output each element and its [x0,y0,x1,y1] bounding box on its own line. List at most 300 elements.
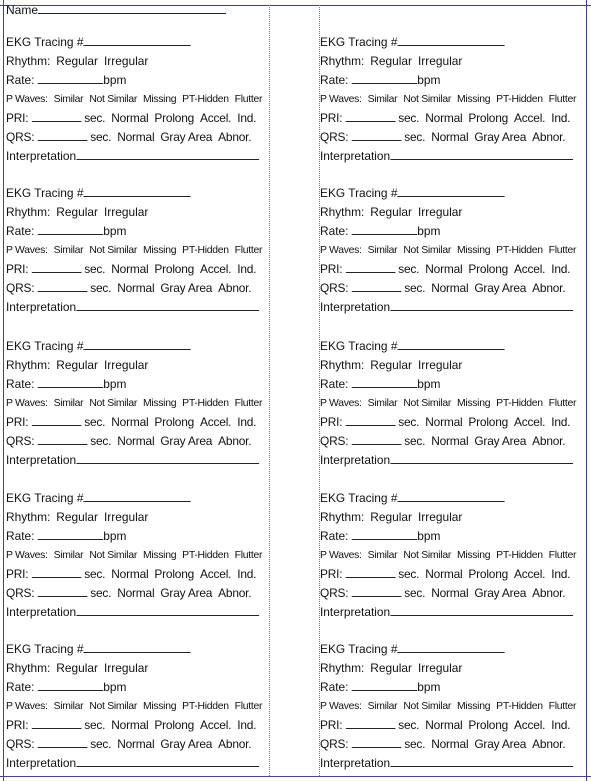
qrs-field[interactable] [351,735,401,748]
pri-field[interactable] [345,565,395,578]
rhythm-row [6,659,269,678]
rhythm-irregular-option[interactable]: Irregular [103,510,149,524]
interpretation-field[interactable] [76,754,259,767]
pwaves-option[interactable]: Not Similar [89,397,138,409]
pri-option[interactable]: Prolong [154,262,195,276]
tracing-number-field[interactable] [83,489,190,502]
rhythm-row [320,508,583,527]
tracing-label: EKG Tracing # [6,35,84,49]
pwaves-option[interactable]: Similar [53,397,84,409]
tracing-card [6,337,271,470]
pri-option[interactable]: Accel. [514,718,546,732]
pwaves-label: P Waves: [320,93,362,105]
name-underline[interactable] [38,4,226,14]
pri-field[interactable] [345,413,395,426]
pwaves-label: P Waves: [320,700,362,712]
qrs-label: QRS: [320,434,349,448]
pri-option[interactable]: Ind. [237,415,257,429]
pri-option[interactable]: Prolong [154,111,195,125]
rate-field[interactable] [352,222,418,235]
rhythm-regular-option[interactable]: Regular [56,358,99,372]
rate-row [6,678,269,697]
rhythm-irregular-option[interactable]: Irregular [103,661,149,675]
interpretation-field[interactable] [390,147,573,160]
pwaves-label: P Waves: [320,397,362,409]
qrs-row [320,279,583,298]
pri-option[interactable]: Normal [111,415,149,429]
tracing-label: EKG Tracing # [6,186,84,200]
rate-field[interactable] [352,375,418,388]
qrs-label: QRS: [320,737,349,751]
pwaves-option[interactable]: Missing [456,244,491,256]
pwaves-option[interactable]: Flutter [234,93,263,105]
qrs-option[interactable]: Gray Area [474,586,527,600]
tracing-label: EKG Tracing # [6,339,84,353]
pri-option[interactable]: Prolong [468,415,509,429]
pri-option[interactable]: Ind. [551,718,571,732]
pwaves-option[interactable]: Flutter [234,244,263,256]
rate-field[interactable] [352,678,418,691]
tracing-row [6,337,269,356]
interpretation-field[interactable] [76,603,259,616]
rhythm-irregular-option[interactable]: Irregular [103,54,149,68]
qrs-field[interactable] [37,279,87,292]
pri-option[interactable]: Prolong [468,111,509,125]
pwaves-option[interactable]: Not Similar [403,244,452,256]
pri-label: PRI: [6,567,29,581]
qrs-option[interactable]: Gray Area [474,281,527,295]
interpretation-field[interactable] [390,298,573,311]
pwaves-option[interactable]: Similar [367,397,398,409]
tracing-row [6,33,269,52]
pwaves-option[interactable]: Similar [367,549,398,561]
tracing-number-field[interactable] [397,489,504,502]
tracing-number-field[interactable] [83,33,190,46]
pwaves-option[interactable]: Missing [456,700,491,712]
pri-option[interactable]: Accel. [200,567,232,581]
tracing-number-field[interactable] [397,184,504,197]
rate-label: Rate: [6,377,35,391]
qrs-option[interactable]: Abnor. [218,281,252,295]
qrs-label: QRS: [320,281,349,295]
qrs-option: sec. [90,281,112,295]
interpretation-label: Interpretation [320,605,391,619]
rhythm-regular-option[interactable]: Regular [56,205,99,219]
qrs-option: sec. [90,130,112,144]
tracing-card [6,33,271,166]
qrs-option[interactable]: Gray Area [474,434,527,448]
qrs-option[interactable]: Gray Area [160,130,213,144]
pri-option[interactable]: Normal [425,415,463,429]
rate-label: Rate: [6,73,35,87]
pri-option: sec. [398,718,420,732]
rate-field[interactable] [38,222,104,235]
pri-option[interactable]: Ind. [551,262,571,276]
pri-option[interactable]: Normal [111,111,149,125]
pwaves-row [320,697,583,716]
tracing-row [320,337,583,356]
pwaves-option[interactable]: PT-Hidden [182,700,229,712]
pwaves-row [320,394,583,413]
pri-option[interactable]: Prolong [154,567,195,581]
pri-field[interactable] [31,413,81,426]
pri-label: PRI: [6,262,29,276]
rate-unit: bpm [417,224,441,238]
qrs-row [320,432,583,451]
qrs-option[interactable]: Gray Area [160,281,213,295]
pwaves-option[interactable]: Missing [456,93,491,105]
rhythm-row [320,203,583,222]
tracing-row [6,489,269,508]
qrs-option[interactable]: Abnor. [218,737,252,751]
pwaves-option[interactable]: Similar [53,700,84,712]
pri-row [320,565,583,584]
tracing-number-field[interactable] [397,33,504,46]
pri-option[interactable]: Prolong [468,567,509,581]
interpretation-field[interactable] [76,298,259,311]
qrs-option[interactable]: Abnor. [532,434,566,448]
pri-field[interactable] [31,109,81,122]
rhythm-label: Rhythm: [320,510,365,524]
pwaves-option[interactable]: Missing [142,93,177,105]
pri-option[interactable]: Ind. [237,567,257,581]
rate-field[interactable] [38,527,104,540]
rate-row [6,527,269,546]
pwaves-option[interactable]: Flutter [548,549,577,561]
pwaves-option[interactable]: PT-Hidden [496,244,543,256]
interpretation-row [320,603,583,622]
interpretation-label: Interpretation [6,453,77,467]
interpretation-row [320,754,583,773]
qrs-field[interactable] [351,128,401,141]
pwaves-option[interactable]: Missing [142,549,177,561]
pri-row [6,413,269,432]
rhythm-irregular-option[interactable]: Irregular [417,510,463,524]
pwaves-option[interactable]: Not Similar [403,700,452,712]
pri-option[interactable]: Normal [425,262,463,276]
pri-option: sec. [84,567,106,581]
rhythm-regular-option[interactable]: Regular [370,661,413,675]
pwaves-option[interactable]: PT-Hidden [182,244,229,256]
qrs-option[interactable]: Normal [431,130,469,144]
qrs-row [320,584,583,603]
qrs-option[interactable]: Normal [117,434,155,448]
pri-option[interactable]: Ind. [551,111,571,125]
name-field[interactable] [6,3,226,17]
pri-option[interactable]: Accel. [514,415,546,429]
pwaves-option[interactable]: Similar [367,700,398,712]
rate-unit: bpm [417,73,441,87]
pri-option[interactable]: Accel. [514,262,546,276]
rhythm-regular-option[interactable]: Regular [370,205,413,219]
rhythm-label: Rhythm: [6,54,51,68]
pwaves-option[interactable]: Not Similar [89,700,138,712]
tracing-card [6,640,271,773]
rhythm-label: Rhythm: [320,358,365,372]
pwaves-option[interactable]: Flutter [548,397,577,409]
qrs-option[interactable]: Gray Area [474,130,527,144]
pwaves-option[interactable]: Similar [53,93,84,105]
qrs-option: sec. [404,434,426,448]
pri-field[interactable] [31,716,81,729]
pri-field[interactable] [345,109,395,122]
pri-option[interactable]: Normal [111,718,149,732]
rhythm-irregular-option[interactable]: Irregular [417,205,463,219]
pri-option[interactable]: Accel. [200,111,232,125]
pwaves-option[interactable]: Not Similar [89,244,138,256]
pwaves-option[interactable]: PT-Hidden [182,93,229,105]
qrs-option[interactable]: Normal [117,586,155,600]
qrs-option: sec. [404,737,426,751]
tracing-label: EKG Tracing # [320,186,398,200]
pwaves-option[interactable]: PT-Hidden [182,549,229,561]
qrs-option[interactable]: Abnor. [218,130,252,144]
pwaves-option[interactable]: Flutter [234,700,263,712]
qrs-option[interactable]: Abnor. [532,130,566,144]
pri-option[interactable]: Normal [111,567,149,581]
qrs-label: QRS: [6,737,35,751]
qrs-label: QRS: [320,130,349,144]
interpretation-field[interactable] [390,603,573,616]
pri-option[interactable]: Normal [425,567,463,581]
pri-label: PRI: [6,111,29,125]
qrs-option[interactable]: Gray Area [474,737,527,751]
qrs-option[interactable]: Gray Area [160,737,213,751]
tracing-number-field[interactable] [83,184,190,197]
qrs-label: QRS: [6,434,35,448]
pri-row [320,260,583,279]
tracing-label: EKG Tracing # [320,35,398,49]
qrs-option[interactable]: Normal [117,737,155,751]
qrs-option[interactable]: Abnor. [532,586,566,600]
interpretation-label: Interpretation [320,756,391,770]
rate-field[interactable] [352,71,418,84]
pri-option[interactable]: Ind. [551,415,571,429]
interpretation-label: Interpretation [6,300,77,314]
qrs-field[interactable] [351,584,401,597]
pri-row [6,565,269,584]
qrs-option[interactable]: Gray Area [160,434,213,448]
pwaves-label: P Waves: [6,93,48,105]
pri-option[interactable]: Accel. [200,415,232,429]
qrs-row [6,279,269,298]
pri-option[interactable]: Normal [425,718,463,732]
rate-field[interactable] [38,678,104,691]
pri-option[interactable]: Ind. [551,567,571,581]
pwaves-option[interactable]: Flutter [548,93,577,105]
qrs-field[interactable] [37,735,87,748]
rhythm-row [320,659,583,678]
rate-unit: bpm [103,73,127,87]
pwaves-option[interactable]: Not Similar [89,549,138,561]
tracing-number-field[interactable] [83,337,190,350]
pwaves-option[interactable]: Missing [142,397,177,409]
pri-field[interactable] [31,565,81,578]
interpretation-field[interactable] [76,147,259,160]
pri-option: sec. [398,567,420,581]
qrs-option: sec. [90,586,112,600]
qrs-option[interactable]: Normal [117,130,155,144]
tracing-label: EKG Tracing # [320,339,398,353]
rhythm-regular-option[interactable]: Regular [370,54,413,68]
rate-unit: bpm [417,680,441,694]
interpretation-label: Interpretation [6,756,77,770]
pwaves-label: P Waves: [6,549,48,561]
pri-option[interactable]: Prolong [154,415,195,429]
pri-option: sec. [398,262,420,276]
pri-option[interactable]: Normal [425,111,463,125]
pri-field[interactable] [345,260,395,273]
pri-label: PRI: [320,567,343,581]
pwaves-option[interactable]: Not Similar [403,93,452,105]
rhythm-row [320,356,583,375]
rhythm-regular-option[interactable]: Regular [370,510,413,524]
qrs-field[interactable] [351,279,401,292]
rate-row [6,222,269,241]
tracing-row [6,184,269,203]
rhythm-irregular-option[interactable]: Irregular [417,54,463,68]
pwaves-option[interactable]: Not Similar [89,93,138,105]
rate-label: Rate: [320,377,349,391]
rate-label: Rate: [320,224,349,238]
pwaves-option[interactable]: Missing [142,244,177,256]
pwaves-option[interactable]: Similar [53,549,84,561]
pri-option[interactable]: Prolong [154,718,195,732]
pwaves-option[interactable]: Flutter [548,700,577,712]
qrs-label: QRS: [320,586,349,600]
rate-field[interactable] [38,375,104,388]
pwaves-option[interactable]: Similar [367,244,398,256]
pwaves-option[interactable]: Missing [456,397,491,409]
qrs-option[interactable]: Normal [431,586,469,600]
rhythm-label: Rhythm: [6,205,51,219]
rate-row [320,222,583,241]
rhythm-regular-option[interactable]: Regular [56,54,99,68]
pwaves-row [320,241,583,260]
pwaves-option[interactable]: PT-Hidden [496,700,543,712]
pri-label: PRI: [6,718,29,732]
interpretation-field[interactable] [390,754,573,767]
qrs-field[interactable] [37,128,87,141]
rhythm-label: Rhythm: [6,510,51,524]
rhythm-irregular-option[interactable]: Irregular [417,661,463,675]
interpretation-label: Interpretation [320,149,391,163]
tracing-number-field[interactable] [83,640,190,653]
pri-option[interactable]: Normal [111,262,149,276]
rate-unit: bpm [103,224,127,238]
pri-option: sec. [398,111,420,125]
tracing-card [320,184,585,317]
pwaves-label: P Waves: [6,700,48,712]
rhythm-label: Rhythm: [320,205,365,219]
qrs-option[interactable]: Abnor. [532,737,566,751]
pwaves-option[interactable]: PT-Hidden [182,397,229,409]
qrs-label: QRS: [6,130,35,144]
interpretation-row [320,298,583,317]
tracing-number-field[interactable] [397,337,504,350]
tracing-label: EKG Tracing # [6,491,84,505]
pwaves-row [6,90,269,109]
rhythm-regular-option[interactable]: Regular [56,510,99,524]
pwaves-option[interactable]: Missing [456,549,491,561]
pwaves-option[interactable]: Flutter [234,397,263,409]
rhythm-irregular-option[interactable]: Irregular [417,358,463,372]
pri-field[interactable] [31,260,81,273]
interpretation-row [320,451,583,470]
pri-option[interactable]: Accel. [514,567,546,581]
pri-option[interactable]: Ind. [237,262,257,276]
interpretation-label: Interpretation [6,149,77,163]
qrs-field[interactable] [351,432,401,445]
interpretation-field[interactable] [76,451,259,464]
qrs-option[interactable]: Normal [431,737,469,751]
qrs-option[interactable]: Abnor. [532,281,566,295]
qrs-option[interactable]: Gray Area [160,586,213,600]
pri-option[interactable]: Accel. [200,718,232,732]
pri-field[interactable] [345,716,395,729]
qrs-option[interactable]: Normal [431,434,469,448]
rate-unit: bpm [417,377,441,391]
pwaves-option[interactable]: PT-Hidden [496,397,543,409]
interpretation-label: Interpretation [320,453,391,467]
qrs-option[interactable]: Normal [117,281,155,295]
pri-option[interactable]: Prolong [468,718,509,732]
tracing-label: EKG Tracing # [320,642,398,656]
pwaves-option[interactable]: Not Similar [403,549,452,561]
interpretation-row [6,754,269,773]
pri-option[interactable]: Accel. [200,262,232,276]
pri-option[interactable]: Ind. [237,111,257,125]
rate-unit: bpm [103,529,127,543]
qrs-field[interactable] [37,584,87,597]
rhythm-label: Rhythm: [6,661,51,675]
pwaves-option[interactable]: Flutter [548,244,577,256]
pri-option[interactable]: Prolong [468,262,509,276]
rhythm-irregular-option[interactable]: Irregular [103,358,149,372]
pwaves-option[interactable]: PT-Hidden [496,93,543,105]
rhythm-irregular-option[interactable]: Irregular [103,205,149,219]
pri-option[interactable]: Accel. [514,111,546,125]
qrs-option[interactable]: Normal [431,281,469,295]
pri-row [6,716,269,735]
tracing-number-field[interactable] [397,640,504,653]
rate-row [6,71,269,90]
pwaves-option[interactable]: Similar [53,244,84,256]
rate-field[interactable] [352,527,418,540]
rate-field[interactable] [38,71,104,84]
pwaves-option[interactable]: PT-Hidden [496,549,543,561]
pwaves-option[interactable]: Similar [367,93,398,105]
qrs-row [6,584,269,603]
qrs-field[interactable] [37,432,87,445]
pwaves-option[interactable]: Missing [142,700,177,712]
qrs-option[interactable]: Abnor. [218,434,252,448]
pri-label: PRI: [320,718,343,732]
pwaves-option[interactable]: Not Similar [403,397,452,409]
rhythm-regular-option[interactable]: Regular [370,358,413,372]
interpretation-field[interactable] [390,451,573,464]
pwaves-option[interactable]: Flutter [234,549,263,561]
pri-option[interactable]: Ind. [237,718,257,732]
interpretation-row [6,603,269,622]
interpretation-row [6,147,269,166]
rhythm-regular-option[interactable]: Regular [56,661,99,675]
rate-label: Rate: [6,224,35,238]
pwaves-row [320,546,583,565]
qrs-option[interactable]: Abnor. [218,586,252,600]
tracing-card [320,489,585,622]
pri-label: PRI: [6,415,29,429]
